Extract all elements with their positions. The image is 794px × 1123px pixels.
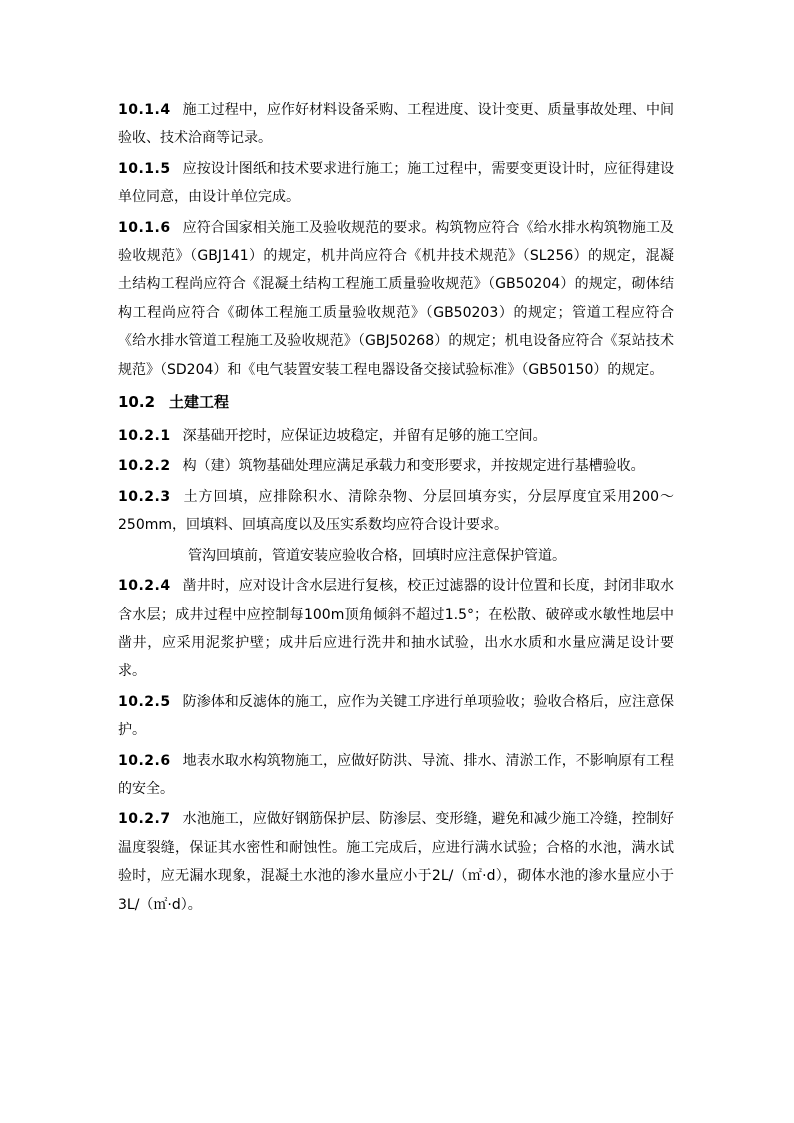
section-title: 土建工程 <box>169 393 230 412</box>
clause-text: 防渗体和反滤体的施工，应作为关键工序进行单项验收；验收合格后，应注意保护。 <box>118 693 674 739</box>
clause-10-2-1 <box>118 422 674 450</box>
clause-number: 10.1.4 <box>118 102 171 118</box>
clause-text: 凿井时，应对设计含水层进行复核，校正过滤器的设计位置和长度，封闭非取水含水层；成井过程中应控制每100m顶角倾斜不超过1.5°；在松散、破碎或水敏性地层中凿井，应采用泥浆护壁；成井后应进行洗井和抽水试验，出水水质和水量应满足设计要求。 <box>118 578 674 680</box>
clause-text: 土方回填，应排除积水、清除杂物、分层回填夯实，分层厚度宜采用200～250mm，回填料、回填高度以及压实系数均应符合设计要求。 <box>118 488 674 534</box>
clause-number: 10.2.1 <box>118 428 171 445</box>
clause-text: 构（建）筑物基础处理应满足承载力和变形要求，并按规定进行基槽验收。 <box>182 458 645 475</box>
clause-10-1-6 <box>118 214 674 384</box>
clause-text: 深基础开挖时，应保证边坡稳定，并留有足够的施工空间。 <box>182 428 547 445</box>
clause-10-2-4 <box>118 572 674 686</box>
clause-10-2-2 <box>118 452 674 480</box>
indented-paragraph: 管沟回填前，管道安装应验收合格，回填时应注意保护管道。 <box>188 547 566 564</box>
clause-number: 10.2.2 <box>118 458 171 475</box>
clause-10-2-5 <box>118 688 674 745</box>
clause-number: 10.1.6 <box>118 219 171 236</box>
clause-number: 10.1.5 <box>118 160 171 177</box>
clause-number: 10.2.4 <box>118 578 171 595</box>
clause-number: 10.2.6 <box>118 752 171 769</box>
document-page <box>118 96 674 921</box>
clause-10-1-4 <box>118 96 674 153</box>
clause-text: 地表水取水构筑物施工，应做好防洪、导流、排水、清淤工作，不影响原有工程的安全。 <box>118 752 674 797</box>
clause-text: 水池施工，应做好钢筋保护层、防渗层、变形缝，避免和减少施工冷缝，控制好温度裂缝，保证其水密性和耐蚀性。施工完成后，应进行满水试验；合格的水池，满水试验时，应无漏水现象，混凝土水池的渗水量应小于2L/（㎡·d），砌体水池的渗水量应小于3L/（㎡·d）。 <box>118 811 674 913</box>
clause-10-2-3 <box>118 483 674 540</box>
clause-10-1-5 <box>118 155 674 212</box>
clause-text: 应符合国家相关施工及验收规范的要求。构筑物应符合《给水排水构筑物施工及验收规范》（GBJ141）的规定，机井尚应符合《机井技术规范》（SL256）的规定，混凝土结构工程尚应符合《混凝土结构工程施工质量验收规范》（GB50204）的规定，砌体结构工程尚应符合《砌体工程施工质量验收规范》（GB50203）的规定；管道工程应符合《给水排水管道工程施工及验收规范》（GBJ50268）的规定；机电设备应符合《泵站技术规范》（SD204）和《电气装置安装工程电器设备交接试验标准》（GB50150）的规定。 <box>118 219 674 378</box>
clause-text: 施工过程中，应作好材料设备采购、工程进度、设计变更、质量事故处理、中间验收、技术洽商等记录。 <box>118 102 674 147</box>
section-heading <box>118 388 674 416</box>
clause-10-2-6 <box>118 747 674 804</box>
clause-10-2-7 <box>118 805 674 919</box>
clause-text: 应按设计图纸和技术要求进行施工；施工过程中，需要变更设计时，应征得建设单位同意，由设计单位完成。 <box>118 160 674 206</box>
clause-number: 10.2.3 <box>118 488 171 505</box>
clause-number: 10.2.5 <box>118 693 171 710</box>
section-number: 10.2 <box>118 393 156 412</box>
clause-number: 10.2.7 <box>118 811 171 828</box>
